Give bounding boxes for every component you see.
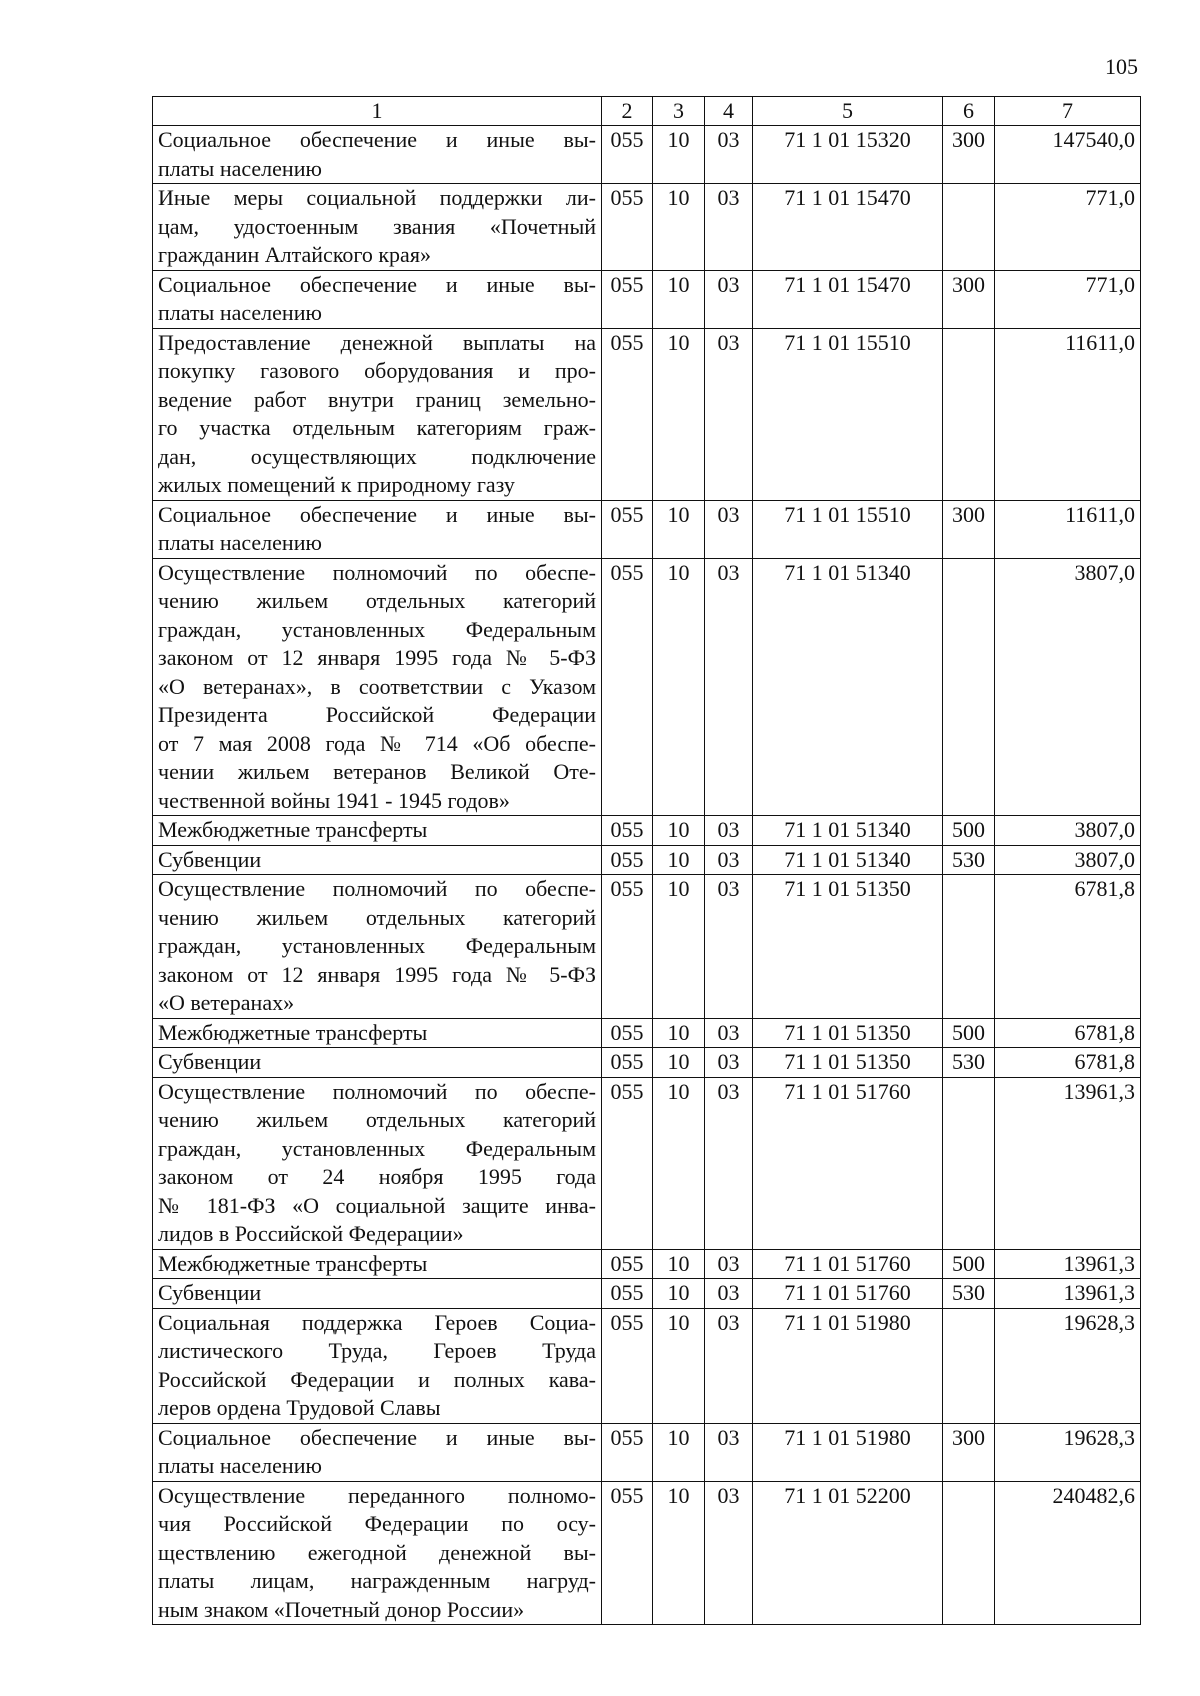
article-code-cell: 71 1 01 51760 (753, 1279, 943, 1309)
item-name-line: ведение работ внутри границ земельно- (158, 386, 596, 412)
article-code-cell: 71 1 01 15470 (753, 184, 943, 271)
ministry-code-cell: 055 (602, 558, 653, 816)
amount-cell: 13961,3 (995, 1077, 1141, 1249)
article-code-cell: 71 1 01 51340 (753, 558, 943, 816)
section-code-cell: 10 (653, 1481, 705, 1625)
ministry-code-cell: 055 (602, 126, 653, 184)
item-name-line: Субвенции (158, 846, 262, 872)
table-row (153, 1018, 1141, 1048)
subsection-code-cell: 03 (705, 816, 753, 846)
expense-type-cell: 530 (943, 845, 995, 875)
subsection-code-cell: 03 (705, 1249, 753, 1279)
amount-cell: 13961,3 (995, 1249, 1141, 1279)
item-name-line: чественной войны 1941 - 1945 годов» (158, 787, 510, 813)
ministry-code-cell: 055 (602, 1423, 653, 1481)
article-code-cell: 71 1 01 15510 (753, 500, 943, 558)
item-name-line: граждан, установленных Федеральным (158, 616, 596, 642)
item-name-line: Российской Федерации и полных кава- (158, 1366, 596, 1392)
section-code-cell: 10 (653, 875, 705, 1019)
amount-cell: 6781,8 (995, 1048, 1141, 1078)
item-name-cell (153, 816, 602, 846)
section-code-cell: 10 (653, 500, 705, 558)
table-row (153, 816, 1141, 846)
section-code-cell: 10 (653, 1018, 705, 1048)
item-name-line: чению жильем отдельных категорий (158, 904, 596, 930)
table-row (153, 184, 1141, 271)
item-name-line: цам, удостоенным звания «Почетный (158, 213, 596, 239)
item-name-line: Иные меры социальной поддержки ли- (158, 185, 596, 210)
item-name-line: лидов в Российской Федерации» (158, 1221, 464, 1246)
item-name-line: Предоставление денежной выплаты на (158, 329, 596, 355)
amount-cell: 19628,3 (995, 1423, 1141, 1481)
table-body (153, 126, 1141, 1625)
item-name-line: покупку газового оборудования и про- (158, 358, 596, 383)
item-name-line: гражданин Алтайского края» (158, 242, 431, 267)
amount-cell: 19628,3 (995, 1308, 1141, 1423)
expense-type-cell (943, 875, 995, 1019)
subsection-code-cell: 03 (705, 1481, 753, 1625)
item-name-line: жилых помещений к природному газу (158, 472, 515, 497)
article-code-cell: 71 1 01 15320 (753, 126, 943, 184)
article-code-cell: 71 1 01 51340 (753, 845, 943, 875)
table-row (153, 1077, 1141, 1249)
subsection-code-cell: 03 (705, 1048, 753, 1078)
ministry-code-cell: 055 (602, 875, 653, 1019)
item-name-cell (153, 558, 602, 816)
expense-type-cell (943, 1308, 995, 1423)
ministry-code-cell: 055 (602, 500, 653, 558)
section-code-cell: 10 (653, 1249, 705, 1279)
item-name-line: платы населению (158, 530, 322, 555)
table-row (153, 845, 1141, 875)
item-name-line: листического Труда, Героев Труда (158, 1338, 596, 1363)
section-code-cell: 10 (653, 270, 705, 328)
column-header: 5 (753, 97, 943, 126)
amount-cell: 3807,0 (995, 816, 1141, 846)
item-name-cell (153, 845, 602, 875)
item-name-line: Осуществление переданного полномо- (158, 1482, 596, 1508)
item-name-line: от 7 мая 2008 года № 714 «Об обеспе- (158, 730, 596, 756)
item-name-cell (153, 184, 602, 271)
expense-type-cell (943, 328, 995, 500)
ministry-code-cell: 055 (602, 845, 653, 875)
section-code-cell: 10 (653, 1048, 705, 1078)
article-code-cell: 71 1 01 51980 (753, 1423, 943, 1481)
expense-type-cell: 500 (943, 1018, 995, 1048)
item-name-line: дан, осуществляющих подключение (158, 443, 596, 469)
subsection-code-cell: 03 (705, 126, 753, 184)
subsection-code-cell: 03 (705, 1077, 753, 1249)
ministry-code-cell: 055 (602, 816, 653, 846)
item-name-cell (153, 1048, 602, 1078)
item-name-line: Президента Российской Федерации (158, 702, 596, 727)
amount-cell: 3807,0 (995, 845, 1141, 875)
section-code-cell: 10 (653, 184, 705, 271)
item-name-line: Субвенции (158, 1049, 262, 1074)
amount-cell: 11611,0 (995, 328, 1141, 500)
subsection-code-cell: 03 (705, 875, 753, 1019)
ministry-code-cell: 055 (602, 1249, 653, 1279)
item-name-line: Межбюджетные трансферты (158, 1250, 428, 1276)
item-name-line: Субвенции (158, 1280, 262, 1305)
table-row (153, 1308, 1141, 1423)
item-name-line: го участка отдельным категориям граж- (158, 415, 596, 440)
item-name-line: Социальное обеспечение и иные вы- (158, 127, 596, 152)
item-name-cell (153, 1018, 602, 1048)
item-name-cell (153, 1279, 602, 1309)
table-row (153, 1249, 1141, 1279)
item-name-line: Осуществление полномочий по обеспе- (158, 876, 596, 901)
article-code-cell: 71 1 01 51760 (753, 1249, 943, 1279)
item-name-line: платы населению (158, 300, 322, 325)
section-code-cell: 10 (653, 1308, 705, 1423)
subsection-code-cell: 03 (705, 1423, 753, 1481)
article-code-cell: 71 1 01 51980 (753, 1308, 943, 1423)
budget-table (152, 96, 1141, 1625)
expense-type-cell: 500 (943, 816, 995, 846)
expense-type-cell: 530 (943, 1048, 995, 1078)
ministry-code-cell: 055 (602, 1279, 653, 1309)
ministry-code-cell: 055 (602, 1308, 653, 1423)
column-header: 7 (995, 97, 1141, 126)
table-row (153, 1481, 1141, 1625)
expense-type-cell (943, 558, 995, 816)
item-name-line: Социальная поддержка Героев Социа- (158, 1309, 596, 1335)
page-number: 105 (1105, 54, 1138, 79)
item-name-line: Осуществление полномочий по обеспе- (158, 559, 596, 585)
ministry-code-cell: 055 (602, 1077, 653, 1249)
item-name-line: Осуществление полномочий по обеспе- (158, 1078, 596, 1104)
item-name-line: законом от 12 января 1995 года № 5-ФЗ (158, 645, 596, 670)
amount-cell: 240482,6 (995, 1481, 1141, 1625)
amount-cell: 771,0 (995, 270, 1141, 328)
ministry-code-cell: 055 (602, 1018, 653, 1048)
expense-type-cell: 500 (943, 1249, 995, 1279)
subsection-code-cell: 03 (705, 500, 753, 558)
table-row (153, 328, 1141, 500)
item-name-cell (153, 270, 602, 328)
item-name-line: платы населению (158, 155, 322, 181)
item-name-line: граждан, установленных Федеральным (158, 1135, 596, 1161)
item-name-line: «О ветеранах» (158, 990, 295, 1015)
item-name-line: ществлению ежегодной денежной вы- (158, 1539, 596, 1565)
article-code-cell: 71 1 01 51350 (753, 1048, 943, 1078)
section-code-cell: 10 (653, 1279, 705, 1309)
item-name-line: платы лицам, награжденным нагруд- (158, 1568, 596, 1593)
subsection-code-cell: 03 (705, 1018, 753, 1048)
table-row (153, 500, 1141, 558)
item-name-line: граждан, установленных Федеральным (158, 933, 596, 958)
expense-type-cell: 300 (943, 126, 995, 184)
column-header: 2 (602, 97, 653, 126)
section-code-cell: 10 (653, 1077, 705, 1249)
expense-type-cell: 300 (943, 270, 995, 328)
item-name-line: чия Российской Федерации по осу- (158, 1511, 596, 1536)
section-code-cell: 10 (653, 126, 705, 184)
table-row (153, 126, 1141, 184)
table-header-row (153, 97, 1141, 126)
item-name-line: законом от 24 ноября 1995 года (158, 1164, 596, 1189)
column-header: 3 (653, 97, 705, 126)
section-code-cell: 10 (653, 558, 705, 816)
item-name-line: Социальное обеспечение и иные вы- (158, 271, 596, 297)
section-code-cell: 10 (653, 845, 705, 875)
expense-type-cell (943, 184, 995, 271)
item-name-line: платы населению (158, 1453, 322, 1478)
item-name-cell (153, 1249, 602, 1279)
item-name-cell (153, 875, 602, 1019)
article-code-cell: 71 1 01 15510 (753, 328, 943, 500)
item-name-line: № 181-ФЗ «О социальной защите инва- (158, 1192, 596, 1218)
article-code-cell: 71 1 01 51350 (753, 1018, 943, 1048)
item-name-cell (153, 328, 602, 500)
column-header: 4 (705, 97, 753, 126)
amount-cell: 13961,3 (995, 1279, 1141, 1309)
item-name-cell (153, 1308, 602, 1423)
section-code-cell: 10 (653, 816, 705, 846)
table-row (153, 270, 1141, 328)
expense-type-cell: 300 (943, 500, 995, 558)
table-row (153, 1423, 1141, 1481)
amount-cell: 147540,0 (995, 126, 1141, 184)
expense-type-cell (943, 1481, 995, 1625)
item-name-cell (153, 500, 602, 558)
expense-type-cell: 300 (943, 1423, 995, 1481)
item-name-line: Социальное обеспечение и иные вы- (158, 1424, 596, 1450)
table-row (153, 558, 1141, 816)
item-name-line: законом от 12 января 1995 года № 5-ФЗ (158, 961, 596, 987)
ministry-code-cell: 055 (602, 1048, 653, 1078)
expense-type-cell (943, 1077, 995, 1249)
item-name-line: чении жильем ветеранов Великой Оте- (158, 759, 596, 784)
section-code-cell: 10 (653, 1423, 705, 1481)
article-code-cell: 71 1 01 51760 (753, 1077, 943, 1249)
item-name-line: чению жильем отдельных категорий (158, 1107, 596, 1132)
item-name-cell (153, 1481, 602, 1625)
column-header: 6 (943, 97, 995, 126)
item-name-cell (153, 1423, 602, 1481)
amount-cell: 11611,0 (995, 500, 1141, 558)
amount-cell: 3807,0 (995, 558, 1141, 816)
subsection-code-cell: 03 (705, 1279, 753, 1309)
item-name-line: ным знаком «Почетный донор России» (158, 1596, 525, 1622)
article-code-cell: 71 1 01 52200 (753, 1481, 943, 1625)
item-name-cell (153, 1077, 602, 1249)
table-row (153, 875, 1141, 1019)
amount-cell: 6781,8 (995, 875, 1141, 1019)
table-row (153, 1048, 1141, 1078)
item-name-line: «О ветеранах», в соответствии с Указом (158, 673, 596, 699)
table-row (153, 1279, 1141, 1309)
article-code-cell: 71 1 01 51340 (753, 816, 943, 846)
amount-cell: 6781,8 (995, 1018, 1141, 1048)
expense-type-cell: 530 (943, 1279, 995, 1309)
ministry-code-cell: 055 (602, 184, 653, 271)
item-name-line: чению жильем отдельных категорий (158, 588, 596, 613)
article-code-cell: 71 1 01 51350 (753, 875, 943, 1019)
subsection-code-cell: 03 (705, 184, 753, 271)
item-name-line: Межбюджетные трансферты (158, 1019, 428, 1045)
ministry-code-cell: 055 (602, 1481, 653, 1625)
ministry-code-cell: 055 (602, 328, 653, 500)
subsection-code-cell: 03 (705, 558, 753, 816)
item-name-cell (153, 126, 602, 184)
ministry-code-cell: 055 (602, 270, 653, 328)
amount-cell: 771,0 (995, 184, 1141, 271)
subsection-code-cell: 03 (705, 1308, 753, 1423)
article-code-cell: 71 1 01 15470 (753, 270, 943, 328)
item-name-line: леров ордена Трудовой Славы (158, 1395, 441, 1420)
section-code-cell: 10 (653, 328, 705, 500)
item-name-line: Социальное обеспечение и иные вы- (158, 501, 596, 527)
subsection-code-cell: 03 (705, 328, 753, 500)
column-header: 1 (153, 97, 602, 126)
item-name-line: Межбюджетные трансферты (158, 817, 428, 842)
subsection-code-cell: 03 (705, 270, 753, 328)
subsection-code-cell: 03 (705, 845, 753, 875)
